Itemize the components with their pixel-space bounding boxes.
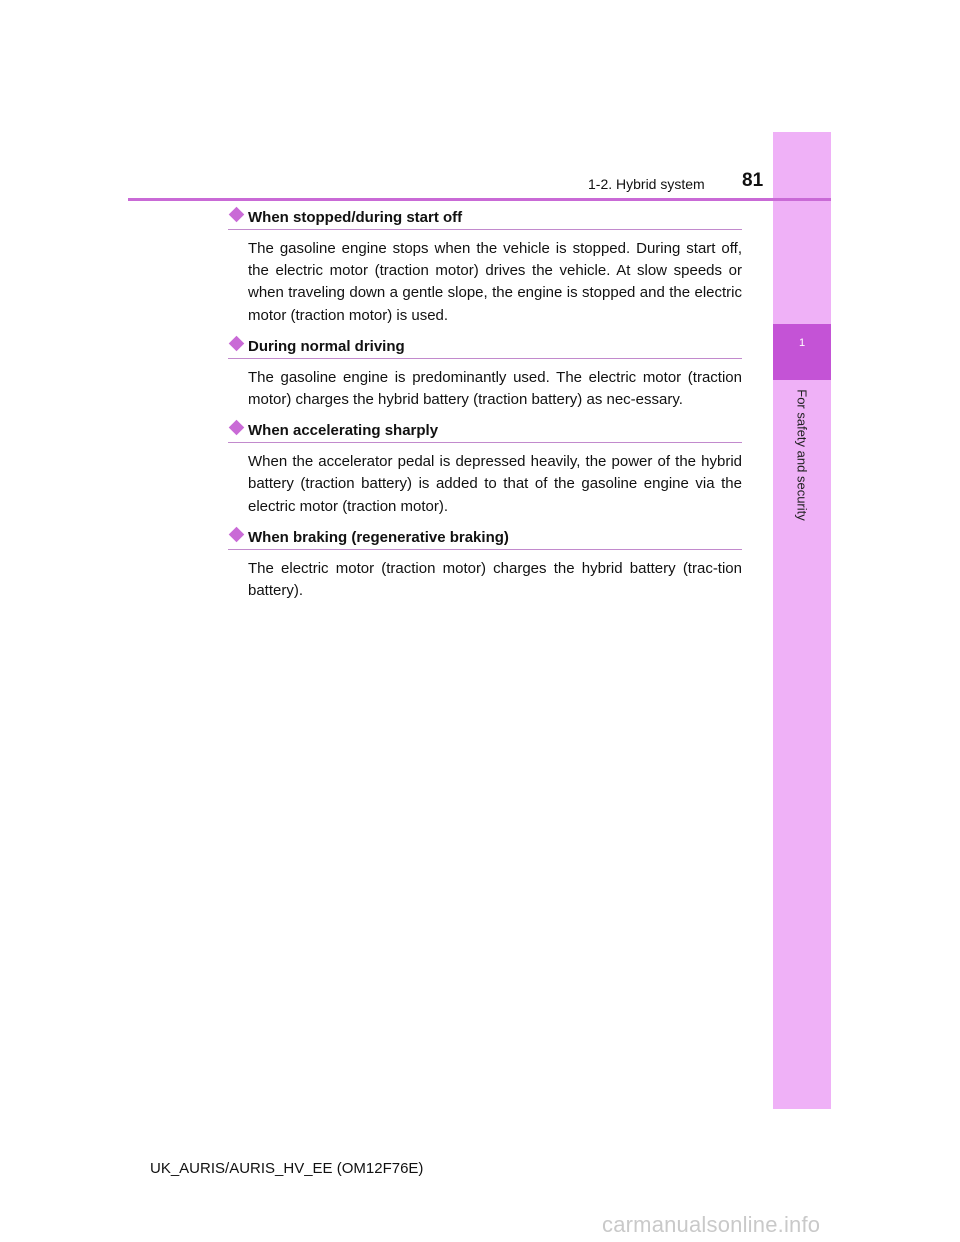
watermark: carmanualsonline.info xyxy=(602,1212,821,1237)
diamond-bullet-icon xyxy=(229,420,245,436)
section-paragraph: The gasoline engine stops when the vehicle is stopped. During start off, the electric motor (traction motor) drives the vehicle. At slow speeds or when traveling down a gentle slope, the engine is stopped and the electric motor (traction motor) is used. xyxy=(248,240,742,324)
section-heading-text: When stopped/during start off xyxy=(248,209,463,226)
section-heading-text: When braking (regenerative braking) xyxy=(248,528,509,546)
section-heading xyxy=(228,205,742,230)
chapter-side-tab xyxy=(773,132,831,1109)
section-heading xyxy=(228,525,742,550)
section-paragraph: The gasoline engine is predominantly used. The electric motor (traction motor) charges the hybrid battery (traction battery) as nec-essary. xyxy=(248,368,742,409)
diamond-bullet-icon xyxy=(229,527,245,543)
page-content xyxy=(228,205,742,602)
section-paragraph: When the accelerator pedal is depressed heavily, the power of the hybrid battery (traction battery) is added to that of the gasoline engine via the electric motor (traction motor). xyxy=(248,453,742,515)
chapter-number: 1 xyxy=(798,337,806,349)
document-code: UK_AURIS/AURIS_HV_EE (OM12F76E) xyxy=(150,1160,424,1177)
chapter-tab-highlight xyxy=(773,324,831,380)
page-number: 81 xyxy=(742,170,764,191)
diamond-bullet-icon xyxy=(229,336,245,352)
section-heading-text: During normal driving xyxy=(248,337,405,355)
chapter-label: For safety and security xyxy=(794,389,810,521)
section-heading xyxy=(228,334,742,359)
diamond-bullet-icon xyxy=(229,207,245,223)
section-heading-text: When accelerating sharply xyxy=(248,422,439,440)
section-paragraph: The electric motor (traction motor) charges the hybrid battery (trac-tion battery). xyxy=(248,559,742,600)
header-divider xyxy=(128,198,831,201)
section-title: 1-2. Hybrid system xyxy=(588,176,705,192)
section-heading xyxy=(228,418,742,443)
